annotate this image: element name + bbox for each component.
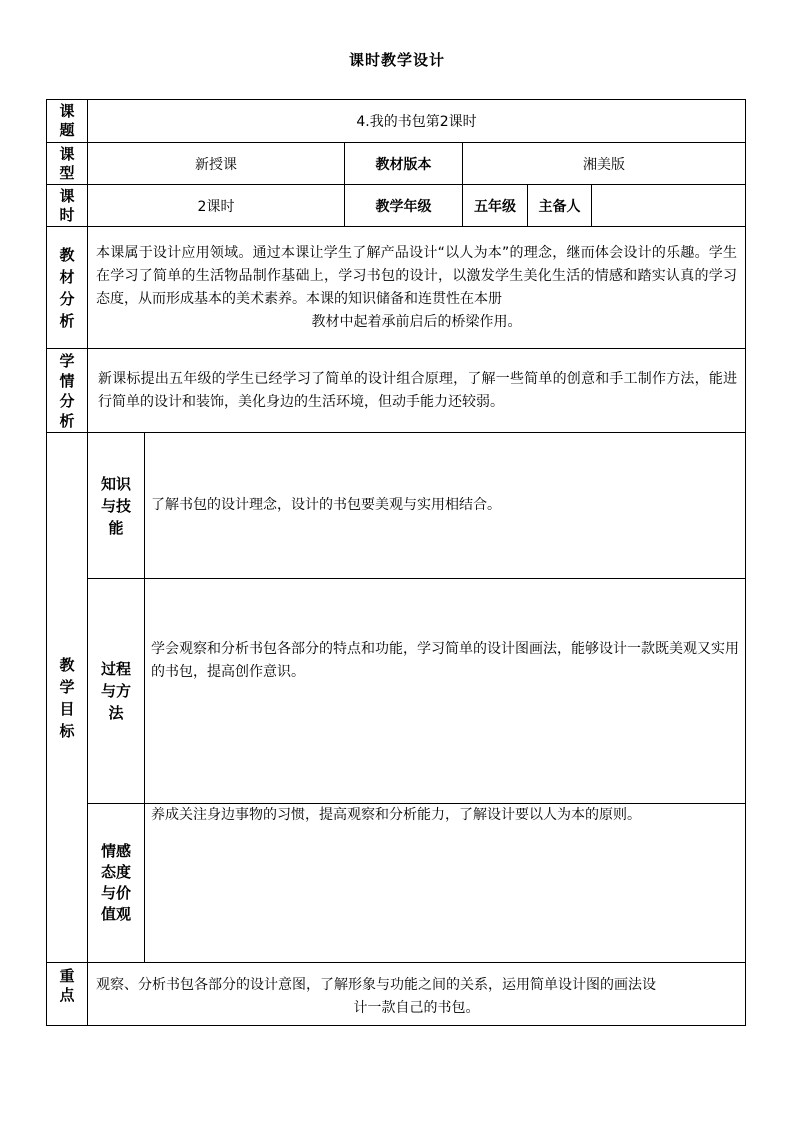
- material-paragraph: 本课属于设计应用领域。通过本课让学生了解产品设计“以人为本”的理念，继而体会设计的乐趣。学生在学习了简单的生活物品制作基础上，学习书包的设计，以激发学生美化生活的情感和踏实认真的学习态度，从而形成基本的美术素养。本课的知识储备和连贯性在本册: [96, 244, 738, 307]
- type-row: [47, 143, 746, 185]
- material-last-line: 教材中起着承前启后的桥梁作用。: [311, 313, 522, 330]
- key-last-line: 计一款自己的书包。: [353, 999, 480, 1016]
- process-text: 学会观察和分析书包各部分的特点和功能，学习简单的设计图画法，能够设计一款既美观又实用的书包，提高创作意识。: [145, 579, 746, 804]
- hours-value: 2课时: [88, 185, 345, 227]
- type-label: 课 型: [47, 143, 88, 185]
- key-label: 重 点: [47, 963, 88, 1026]
- lesson-design-table: [46, 99, 746, 1026]
- topic-label: 课 题: [47, 100, 88, 143]
- key-row: [47, 963, 746, 1026]
- material-label: 教 材 分 析: [47, 227, 88, 349]
- process-label: 过程 与方 法: [88, 579, 145, 804]
- grade-label: 教学年级: [345, 185, 463, 227]
- emotion-text: 养成关注身边事物的习惯，提高观察和分析能力，了解设计要以人为本的原则。: [145, 804, 746, 963]
- type-value: 新授课: [88, 143, 345, 185]
- edition-label: 教材版本: [345, 143, 463, 185]
- objective-process-row: [47, 579, 746, 804]
- hours-row: [47, 185, 746, 227]
- key-text: [88, 963, 746, 1026]
- grade-value: 五年级: [463, 185, 528, 227]
- knowledge-text: 了解书包的设计理念，设计的书包要美观与实用相结合。: [145, 433, 746, 579]
- key-paragraph: 观察、分析书包各部分的设计意图，了解形象与功能之间的关系，运用简单设计图的画法设: [96, 976, 656, 993]
- preparer-label: 主备人: [528, 185, 592, 227]
- objective-knowledge-row: [47, 433, 746, 579]
- students-text: 新课标提出五年级的学生已经学习了简单的设计组合原理，了解一些简单的创意和手工制作方法，能进行简单的设计和装饰，美化身边的生活环境，但动手能力还较弱。: [88, 349, 746, 433]
- material-text: [88, 227, 746, 349]
- topic-row: [47, 100, 746, 143]
- knowledge-label: 知识 与技 能: [88, 433, 145, 579]
- students-label: 学 情 分 析: [47, 349, 88, 433]
- edition-value: 湘美版: [463, 143, 746, 185]
- objectives-label: 教 学 目 标: [47, 433, 88, 963]
- students-row: [47, 349, 746, 433]
- topic-value: 4.我的书包第2课时: [88, 100, 746, 143]
- material-row: [47, 227, 746, 349]
- document-title: 课时教学设计: [348, 51, 445, 69]
- objective-emotion-row: [47, 804, 746, 963]
- hours-label: 课 时: [47, 185, 88, 227]
- preparer-value: [592, 185, 746, 227]
- emotion-label: 情感 态度 与价 值观: [88, 804, 145, 963]
